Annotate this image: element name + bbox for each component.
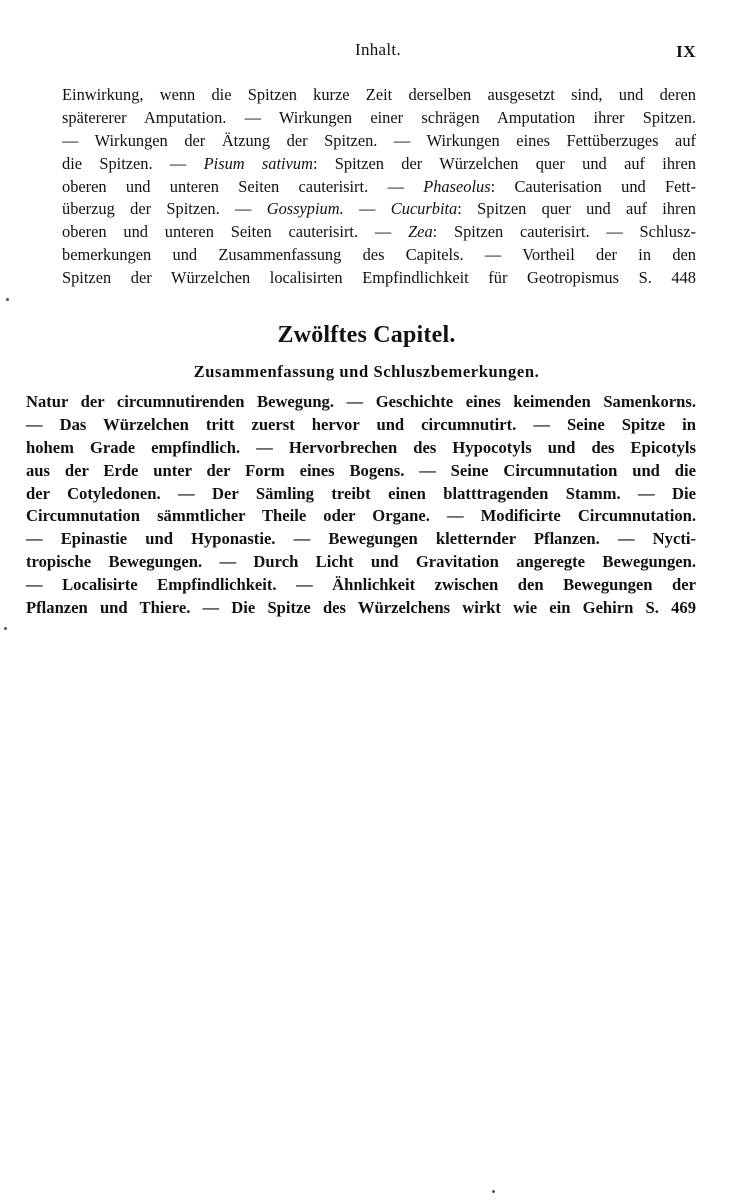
scan-speck	[492, 1190, 495, 1193]
text-line: tropische Bewegungen. — Durch Licht und Gravitation angeregte Bewegungen.	[26, 552, 696, 572]
text-line: oberen und unteren Seiten cauterisirt. — Phaseolus: Cauterisation und Fett-	[62, 176, 696, 196]
species-name: Zea	[408, 222, 433, 242]
text-line: Circumnutation sämmtlicher Theile oder Organe. — Modificirte Circumnutation.	[26, 506, 696, 526]
text-line: Pflanzen und Thiere. — Die Spitze des Würzelchens wirkt wie ein Gehirn S. 469	[26, 598, 696, 618]
running-head: Inhalt.	[354, 40, 401, 59]
text-line: Spitzen der Würzelchen localisirten Empfindlichkeit für Geotropismus S. 448	[62, 268, 696, 288]
text-line: überzug der Spitzen. — Gossypium. — Cucurbita: Spitzen quer und auf ihren	[62, 199, 696, 219]
species-name: Cucurbita	[390, 199, 458, 219]
species-name: Pisum sativum	[203, 153, 313, 173]
text-line: die Spitzen. — Pisum sativum: Spitzen der Würzelchen quer und auf ihren	[62, 153, 696, 173]
chapter-title: Zwölftes Capitel.	[277, 322, 456, 348]
page-header	[60, 40, 696, 70]
page-number: IX	[676, 42, 696, 61]
text-line: — Das Würzelchen tritt zuerst hervor und circumnutirt. — Seine Spitze in	[26, 414, 696, 434]
text-line: spätererer Amputation. — Wirkungen einer schrägen Amputation ihrer Spitzen.	[62, 107, 696, 127]
text-line: hohem Grade empfindlich. — Hervorbrechen des Hypocotyls und des Epicotyls	[26, 437, 696, 457]
text-line: bemerkungen und Zusammenfassung des Capitels. — Vortheil der in den	[62, 245, 696, 265]
text-line: — Localisirte Empfindlichkeit. — Ähnlichkeit zwischen den Bewegungen der	[26, 575, 696, 595]
scan-speck	[6, 298, 9, 301]
text-line: oberen und unteren Seiten cauterisirt. — Zea: Spitzen cauterisirt. — Schlusz-	[62, 222, 696, 242]
text-line: Natur der circumnutirenden Bewegung. — Geschichte eines keimenden Samenkorns.	[26, 392, 696, 411]
species-name: Phaseolus	[423, 176, 491, 196]
text-line: der Cotyledonen. — Der Sämling treibt einen blatttragenden Stamm. — Die	[26, 483, 696, 503]
contents-entry-chapter-12	[26, 391, 696, 620]
text-line: Einwirkung, wenn die Spitzen kurze Zeit derselben ausgesetzt sind, und deren	[62, 85, 696, 104]
text-line: — Epinastie und Hyponastie. — Bewegungen kletternder Pflanzen. — Nycti-	[26, 529, 696, 549]
text-line: aus der Erde unter der Form eines Bogens. — Seine Circumnutation und die	[26, 460, 696, 480]
text-line: — Wirkungen der Ätzung der Spitzen. — Wirkungen eines Fettüberzuges auf	[62, 130, 696, 150]
chapter-subtitle: Zusammenfassung und Schluszbemerkungen.	[193, 362, 540, 381]
species-name: Gossypium.	[266, 199, 344, 219]
contents-entry-chapter-11-tail	[62, 84, 696, 290]
scan-speck	[4, 627, 7, 630]
